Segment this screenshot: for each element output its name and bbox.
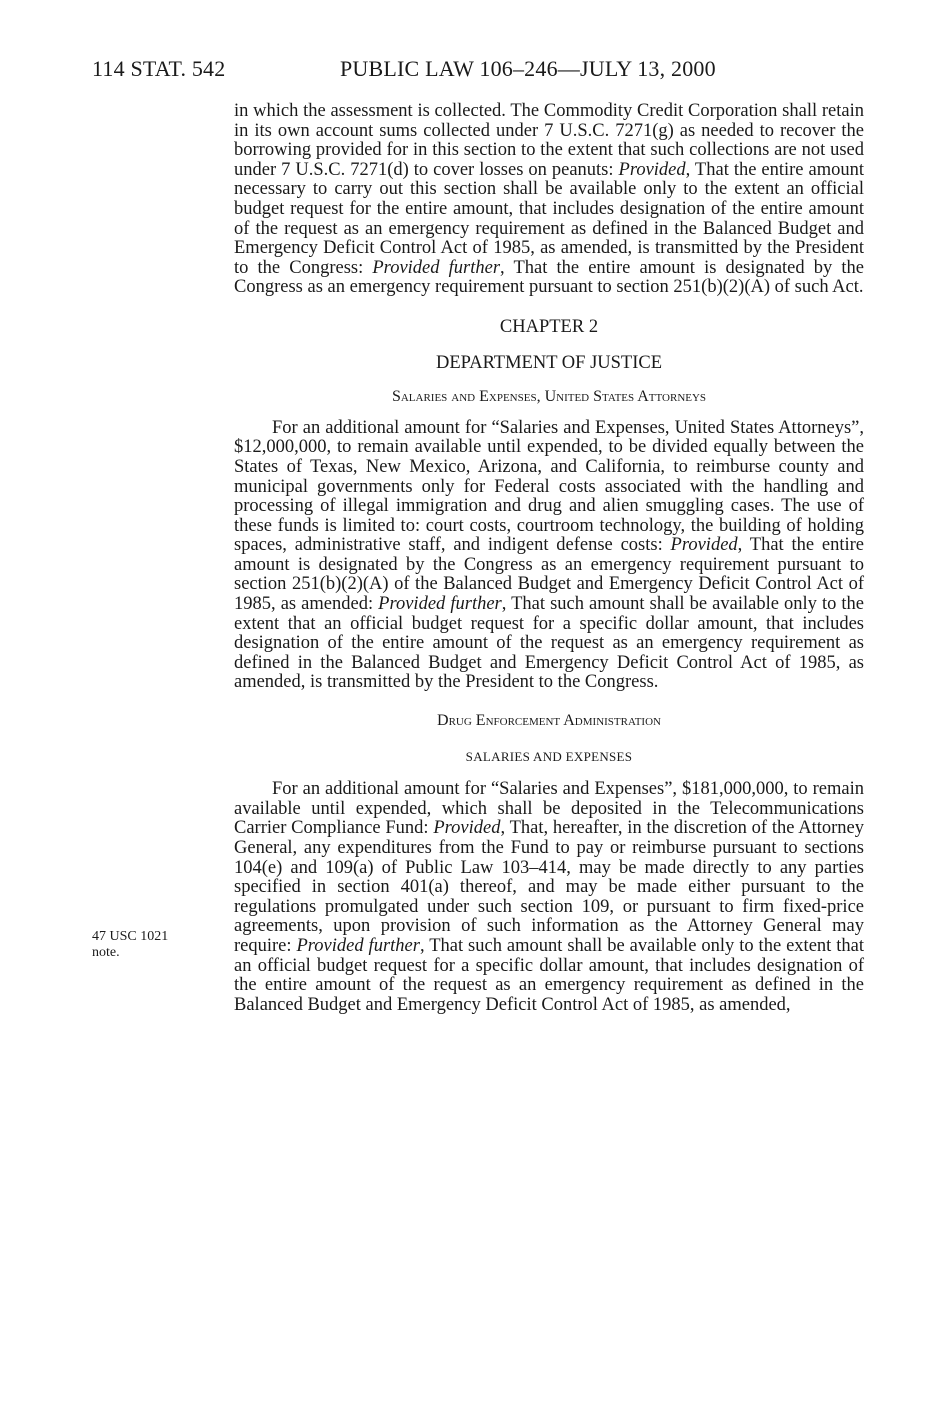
italic-run: Provided further: [372, 257, 501, 278]
page-citation: 114 STAT. 542: [92, 56, 226, 81]
margin-note-citation: 47 USC 1021: [92, 929, 169, 944]
margin-note-label: note.: [92, 945, 120, 960]
running-header: PUBLIC LAW 106–246—JULY 13, 2000: [340, 56, 716, 81]
section-heading-us-attorneys: Salaries and Expenses, United States Attorneys: [391, 388, 707, 406]
text-run: For an additional amount for “Salaries and Expenses”, $181,000,000, to remain available until expended, which shall be deposited in the Telecommunications Carrier Compliance Fund:: [234, 779, 864, 839]
text-run: For an additional amount for “Salaries and Expenses, United States Attorneys”, $12,000,000, to remain available until expended, to be divided equally between the States of Texas, New Mexico, Arizona, and California, to reimburse county and municipal governments only for Federal costs associated with the handling and processing of illegal immigration and drug and alien smuggling cases. The use of these funds is limited to: court costs, courtroom technology, the building of holding spaces, administrative staff, and indigent defense costs:: [234, 417, 864, 556]
text-run: , That such amount shall be available only to the extent that an official budget request for a specific dollar amount, that includes designation of the entire amount of the request as an emergency requirement as defined in the Balanced Budget and Emergency Deficit Control Act of 1985, as amended,: [234, 935, 864, 1015]
italic-run: Provided: [433, 818, 501, 839]
text-run: , That such amount shall be available only to the extent that an official budget request for a specific dollar amount, that includes designation of the entire amount of the request as an emergency requirement as defined in the Balanced Budget and Emergency Deficit Control Act of 1985, as amended, is transmitted by the President to the Congress.: [234, 594, 864, 693]
italic-run: Provided further: [378, 594, 502, 615]
department-heading: DEPARTMENT OF JUSTICE: [435, 352, 663, 373]
paragraph-continuation: [234, 102, 864, 298]
italic-run: Provided: [670, 535, 738, 556]
text-run: , That the entire amount is designated by the Congress as an emergency requirement pursuant to section 251(b)(2)(A) of such Act.: [234, 257, 865, 298]
agency-heading: Drug Enforcement Administration: [437, 712, 661, 730]
text-run: , That the entire amount necessary to carry out this section shall be available only to the extent an official budget request for the entire amount, that includes designation of the entire amount of the request as an emergency requirement as defined in the Balanced Budget and Emergency Deficit Control Act of 1985, as amended, is transmitted by the President to the Congress:: [234, 159, 864, 278]
text-run: , That, hereafter, in the discretion of the Attorney General, any expenditures from the Fund to pay or reimburse pursuant to sections 104(e) and 109(a) of Public Law 103–414, may be made directly to any parties specified in section 401(a) thereof, and may be made either pursuant to the regulations promulgated under such section 109, or pursuant to firm fixed-price agreements, upon provision of such information as the Attorney General may require:: [234, 818, 864, 956]
subsection-heading: SALARIES AND EXPENSES: [465, 748, 633, 764]
text-run: in which the assessment is collected. The Commodity Credit Corporation shall retain in its own account sums collected under 7 U.S.C. 7271(g) as needed to recover the borrowing provided for in this section to the extent that such collections are not used under 7 U.S.C. 7271(d) to cover losses on peanuts:: [234, 101, 864, 180]
italic-run: Provided: [618, 159, 686, 180]
chapter-heading: CHAPTER 2: [499, 316, 599, 337]
body-column: [234, 102, 864, 1015]
italic-run: Provided further: [296, 935, 420, 956]
text-run: , That the entire amount is designated by the Congress as an emergency requirement pursuant to section 251(b)(2)(A) of the Balanced Budget and Emergency Deficit Control Act of 1985, as amended:: [234, 535, 864, 615]
paragraph-dea: [234, 780, 864, 1015]
paragraph-us-attorneys: [234, 419, 864, 693]
margin-note: [92, 929, 212, 961]
